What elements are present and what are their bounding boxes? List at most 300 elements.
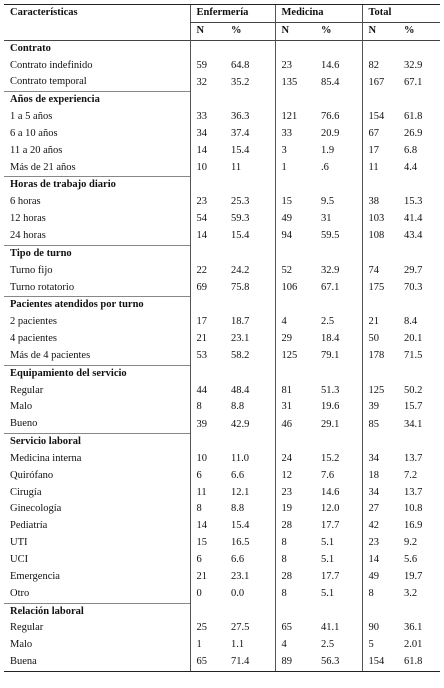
value-cell: 8 (275, 535, 315, 552)
characteristics-header: Características (4, 5, 190, 23)
table-row (4, 228, 440, 245)
value-cell: 15.4 (231, 144, 250, 156)
value-cell: 135 (275, 74, 315, 91)
section-spacer-cell (315, 365, 362, 382)
value-cell: 23.1 (231, 333, 250, 345)
value-cell: 33 (275, 126, 315, 143)
section-row (4, 365, 440, 382)
value-cell: 4 (275, 314, 315, 331)
subcol-header: N (275, 22, 315, 40)
value-cell: 15 (190, 535, 225, 552)
value-cell: 108 (362, 228, 398, 245)
value-cell: 1 (275, 160, 315, 177)
section-spacer-cell (190, 297, 225, 314)
value-cell: 34.1 (404, 418, 423, 430)
value-cell: 15 (275, 194, 315, 211)
value-cell: 17 (362, 143, 398, 160)
table-row (4, 74, 440, 91)
value-cell: 20.1 (404, 333, 423, 345)
value-cell: 89 (275, 654, 315, 671)
value-cell: 53 (190, 348, 225, 365)
section-row (4, 603, 440, 620)
row-label: Quirófano (10, 469, 54, 481)
value-cell: 7.2 (404, 469, 418, 481)
value-cell: 32 (190, 74, 225, 91)
value-cell: 94 (275, 228, 315, 245)
value-cell: 29.7 (404, 264, 423, 276)
value-cell: 71.4 (225, 654, 275, 671)
section-row (4, 297, 440, 314)
value-cell: 4.4 (404, 161, 418, 173)
section-spacer-cell (362, 297, 398, 314)
value-cell: 15.3 (404, 196, 423, 208)
value-cell: 56.3 (315, 654, 362, 671)
value-cell: 50 (362, 331, 398, 348)
value-cell: 59.5 (321, 230, 340, 242)
value-cell: 6.6 (231, 469, 245, 481)
value-cell: 23 (190, 194, 225, 211)
value-cell: 15.7 (404, 401, 423, 413)
row-label: 12 horas (10, 213, 46, 225)
table-row (4, 518, 440, 535)
value-cell: 38 (362, 194, 398, 211)
section-spacer-cell (190, 177, 225, 194)
table-row (4, 569, 440, 586)
value-cell: 32.9 (404, 59, 423, 71)
value-cell: 54 (190, 211, 225, 228)
row-label: Contrato temporal (10, 76, 87, 88)
table-row (4, 637, 440, 654)
value-cell: 6.8 (404, 144, 418, 156)
value-cell: 69 (190, 280, 225, 297)
value-cell: 5.1 (321, 554, 335, 565)
subcol-header: % (315, 22, 362, 40)
table-row (4, 620, 440, 637)
value-cell: 12.1 (231, 486, 250, 498)
section-spacer-cell (315, 434, 362, 451)
value-cell: 4 (275, 637, 315, 654)
value-cell: 64.8 (231, 59, 250, 71)
row-label: Medicina interna (10, 452, 82, 464)
value-cell: 103 (362, 211, 398, 228)
value-cell: 59 (190, 58, 225, 75)
row-label: Cirugía (10, 486, 42, 498)
value-cell: 29 (275, 331, 315, 348)
section-title: Años de experiencia (4, 92, 190, 109)
value-cell: 154 (362, 654, 398, 671)
value-cell: 11 (362, 160, 398, 177)
row-label: 1 a 5 años (10, 111, 53, 123)
value-cell: 24 (275, 451, 315, 468)
section-spacer-cell (315, 40, 362, 57)
header-row-groups (4, 5, 440, 23)
value-cell: 8 (190, 399, 225, 416)
value-cell: 18 (362, 468, 398, 485)
value-cell: 154 (362, 109, 398, 126)
value-cell: 48.4 (231, 384, 250, 396)
section-spacer-cell (225, 92, 275, 109)
section-row (4, 434, 440, 451)
section-spacer-cell (225, 297, 275, 314)
value-cell: 1.9 (321, 144, 335, 156)
value-cell: 31 (321, 213, 332, 225)
value-cell: 6 (190, 468, 225, 485)
row-label: Más de 21 años (10, 161, 76, 173)
value-cell: 10 (190, 160, 225, 177)
row-label: Turno fijo (10, 264, 53, 276)
section-title: Horas de trabajo diario (4, 177, 190, 194)
section-title: Contrato (4, 40, 190, 57)
section-spacer-cell (275, 603, 315, 620)
value-cell: 59.3 (231, 213, 250, 225)
section-spacer-cell (225, 40, 275, 57)
value-cell: 2.5 (321, 639, 335, 651)
table-row (4, 485, 440, 502)
section-spacer-cell (190, 365, 225, 382)
row-label: Regular (10, 384, 44, 396)
row-label: Malo (10, 639, 33, 651)
section-spacer-cell (315, 177, 362, 194)
value-cell: 49 (275, 211, 315, 228)
section-spacer-cell (315, 245, 362, 262)
row-label: 11 a 20 años (10, 144, 63, 156)
value-cell: 13.7 (404, 452, 423, 464)
value-cell: 19.7 (404, 570, 423, 582)
value-cell: 8.8 (231, 503, 245, 515)
value-cell: 79.1 (321, 350, 340, 362)
table-row (4, 280, 440, 297)
value-cell: 13.7 (404, 486, 423, 498)
row-label: Malo (10, 401, 33, 413)
value-cell: 23 (275, 485, 315, 502)
section-spacer-cell (362, 177, 398, 194)
value-cell: 8.8 (231, 401, 245, 413)
table-row (4, 468, 440, 485)
header-empty-cell (4, 22, 190, 40)
value-cell: 17 (190, 314, 225, 331)
section-spacer-cell (190, 603, 225, 620)
row-label: Bueno (10, 418, 38, 430)
section-spacer-cell (362, 603, 398, 620)
value-cell: 23.1 (231, 570, 250, 582)
value-cell: 10.8 (404, 503, 423, 515)
section-spacer-cell (190, 40, 225, 57)
value-cell: 0.0 (231, 587, 245, 599)
value-cell: 50.2 (404, 384, 423, 396)
row-label: Más de 4 pacientes (10, 349, 91, 361)
value-cell: 41.1 (321, 622, 340, 634)
section-spacer-cell (225, 177, 275, 194)
value-cell: 14.6 (321, 59, 340, 71)
value-cell: 21 (190, 331, 225, 348)
value-cell: 65 (275, 620, 315, 637)
row-label: UTI (10, 537, 28, 549)
value-cell: 25.3 (231, 196, 250, 208)
table-row (4, 535, 440, 552)
table-row (4, 383, 440, 400)
value-cell: .6 (321, 161, 329, 173)
value-cell: 8 (190, 501, 225, 518)
table-row (4, 348, 440, 365)
section-spacer-cell (275, 177, 315, 194)
section-spacer-cell (225, 434, 275, 451)
value-cell: 65 (190, 654, 225, 671)
table-row (4, 501, 440, 518)
value-cell: 33 (190, 109, 225, 126)
value-cell: 27 (362, 501, 398, 518)
value-cell: 34 (190, 126, 225, 143)
value-cell: 167 (362, 74, 398, 91)
value-cell: 44 (190, 383, 225, 400)
value-cell: 121 (275, 109, 315, 126)
table-row (4, 331, 440, 348)
section-spacer-cell (275, 92, 315, 109)
section-spacer-cell (362, 365, 398, 382)
value-cell: 20.9 (321, 127, 340, 139)
value-cell: 26.9 (404, 127, 423, 139)
value-cell: 35.2 (231, 76, 250, 88)
section-spacer-cell (190, 92, 225, 109)
value-cell: 3.2 (404, 587, 418, 599)
value-cell: 14.6 (321, 486, 340, 498)
value-cell: 82 (362, 58, 398, 75)
value-cell: 67.1 (404, 76, 423, 88)
table-row (4, 314, 440, 331)
section-spacer-cell (398, 603, 440, 620)
value-cell: 42.9 (231, 418, 250, 430)
value-cell: 18.4 (321, 333, 340, 345)
section-row (4, 177, 440, 194)
value-cell: 28 (275, 569, 315, 586)
section-row (4, 40, 440, 57)
value-cell: 51.3 (321, 384, 340, 396)
subcol-header: % (398, 22, 440, 40)
section-title: Equipamiento del servicio (4, 365, 190, 382)
header-row-subcols (4, 22, 440, 40)
value-cell: 67.1 (321, 281, 340, 293)
value-cell: 34 (362, 485, 398, 502)
value-cell: 28 (275, 518, 315, 535)
table-row (4, 552, 440, 569)
section-spacer-cell (190, 245, 225, 262)
section-title: Pacientes atendidos por turno (4, 297, 190, 314)
section-spacer-cell (275, 365, 315, 382)
row-label: Pediatría (10, 520, 48, 532)
section-spacer-cell (315, 92, 362, 109)
value-cell: 6.6 (231, 554, 245, 565)
section-title: Relación laboral (4, 603, 190, 620)
value-cell: 8.4 (404, 316, 418, 328)
section-spacer-cell (362, 92, 398, 109)
section-spacer-cell (315, 297, 362, 314)
value-cell: 58.2 (231, 350, 250, 362)
section-spacer-cell (275, 297, 315, 314)
value-cell: 15.4 (231, 230, 250, 242)
table-row (4, 451, 440, 468)
table-row (4, 194, 440, 211)
value-cell: 12 (275, 468, 315, 485)
section-spacer-cell (225, 603, 275, 620)
value-cell: 178 (362, 348, 398, 365)
section-row (4, 245, 440, 262)
value-cell: 36.1 (404, 622, 423, 634)
value-cell: 42 (362, 518, 398, 535)
table-row (4, 211, 440, 228)
value-cell: 14 (362, 552, 398, 569)
row-label: 2 pacientes (10, 316, 57, 328)
value-cell: 71.5 (404, 350, 423, 362)
section-spacer-cell (398, 434, 440, 451)
table-row (4, 143, 440, 160)
section-spacer-cell (362, 40, 398, 57)
value-cell: 81 (275, 383, 315, 400)
value-cell: 15.4 (231, 520, 250, 532)
table-row (4, 160, 440, 177)
value-cell: 6 (190, 552, 225, 569)
subcol-header: N (362, 22, 398, 40)
row-label: 4 pacientes (10, 333, 57, 345)
section-spacer-cell (398, 177, 440, 194)
value-cell: 61.8 (398, 654, 440, 671)
value-cell: 5.6 (404, 554, 418, 565)
value-cell: 11.0 (231, 452, 249, 464)
row-label: Contrato indefinido (10, 59, 93, 71)
section-spacer-cell (225, 365, 275, 382)
value-cell: 37.4 (231, 127, 250, 139)
value-cell: 17.7 (321, 520, 340, 532)
table-row (4, 654, 440, 671)
value-cell: 39 (190, 416, 225, 433)
section-spacer-cell (398, 245, 440, 262)
row-label: 6 horas (10, 196, 41, 208)
section-spacer-cell (315, 603, 362, 620)
value-cell: 3 (275, 143, 315, 160)
value-cell: 106 (275, 280, 315, 297)
value-cell: 23 (275, 58, 315, 75)
value-cell: 61.8 (404, 111, 423, 123)
value-cell: 2.5 (321, 316, 335, 328)
value-cell: 74 (362, 263, 398, 280)
group-header-total: Total (362, 5, 440, 23)
row-label: Turno rotatorio (10, 281, 75, 293)
value-cell: 31 (275, 399, 315, 416)
row-label: 24 horas (10, 229, 46, 241)
value-cell: 5.1 (321, 587, 335, 599)
value-cell: 85 (362, 416, 398, 433)
table-row (4, 126, 440, 143)
value-cell: 41.4 (404, 213, 423, 225)
value-cell: 85.4 (321, 76, 340, 88)
group-header-enfermeria: Enfermería (190, 5, 275, 23)
value-cell: 1 (190, 637, 225, 654)
value-cell: 21 (362, 314, 398, 331)
value-cell: 34 (362, 451, 398, 468)
value-cell: 8 (275, 552, 315, 569)
value-cell: 23 (362, 535, 398, 552)
value-cell: 22 (190, 263, 225, 280)
section-title: Tipo de turno (4, 245, 190, 262)
value-cell: 75.8 (231, 281, 250, 293)
value-cell: 39 (362, 399, 398, 416)
value-cell: 25 (190, 620, 225, 637)
row-label: Regular (10, 622, 44, 634)
value-cell: 175 (362, 280, 398, 297)
row-label: Buena (4, 654, 190, 671)
row-label: Emergencia (10, 570, 60, 582)
section-title: Servicio laboral (4, 434, 190, 451)
value-cell: 5.1 (321, 537, 335, 549)
value-cell: 125 (275, 348, 315, 365)
section-spacer-cell (362, 434, 398, 451)
characteristics-table (4, 4, 440, 672)
section-spacer-cell (398, 365, 440, 382)
value-cell: 8 (362, 586, 398, 603)
value-cell: 16.9 (404, 520, 423, 532)
value-cell: 17.7 (321, 570, 340, 582)
value-cell: 125 (362, 383, 398, 400)
table-body (4, 5, 440, 672)
group-header-medicina: Medicina (275, 5, 362, 23)
value-cell: 9.2 (404, 537, 418, 549)
row-label: 6 a 10 años (10, 127, 58, 139)
value-cell: 14 (190, 228, 225, 245)
value-cell: 43.4 (404, 230, 423, 242)
table-row (4, 399, 440, 416)
value-cell: 29.1 (321, 418, 340, 430)
value-cell: 7.6 (321, 469, 335, 481)
value-cell: 10 (190, 451, 225, 468)
value-cell: 2.01 (404, 639, 423, 651)
value-cell: 5 (362, 637, 398, 654)
value-cell: 46 (275, 416, 315, 433)
value-cell: 8 (275, 586, 315, 603)
value-cell: 90 (362, 620, 398, 637)
value-cell: 11 (231, 161, 242, 173)
value-cell: 16.5 (231, 537, 250, 549)
section-spacer-cell (275, 245, 315, 262)
table-row (4, 263, 440, 280)
section-spacer-cell (398, 40, 440, 57)
subcol-header: % (225, 22, 275, 40)
section-spacer-cell (398, 92, 440, 109)
value-cell: 12.0 (321, 503, 340, 515)
table-row (4, 109, 440, 126)
value-cell: 15.2 (321, 452, 340, 464)
value-cell: 19 (275, 501, 315, 518)
section-spacer-cell (398, 297, 440, 314)
value-cell: 19.6 (321, 401, 340, 413)
section-spacer-cell (362, 245, 398, 262)
value-cell: 0 (190, 586, 225, 603)
value-cell: 18.7 (231, 316, 250, 328)
table-row (4, 58, 440, 75)
value-cell: 32.9 (321, 264, 340, 276)
value-cell: 9.5 (321, 196, 335, 208)
table-row (4, 586, 440, 603)
section-spacer-cell (190, 434, 225, 451)
value-cell: 27.5 (231, 622, 250, 634)
value-cell: 1.1 (231, 639, 245, 651)
table-row (4, 416, 440, 433)
subcol-header: N (190, 22, 225, 40)
value-cell: 67 (362, 126, 398, 143)
value-cell: 49 (362, 569, 398, 586)
row-label: UCI (10, 554, 29, 565)
section-spacer-cell (225, 245, 275, 262)
value-cell: 36.3 (231, 111, 250, 123)
row-label: Otro (10, 587, 30, 599)
value-cell: 24.2 (231, 264, 250, 276)
